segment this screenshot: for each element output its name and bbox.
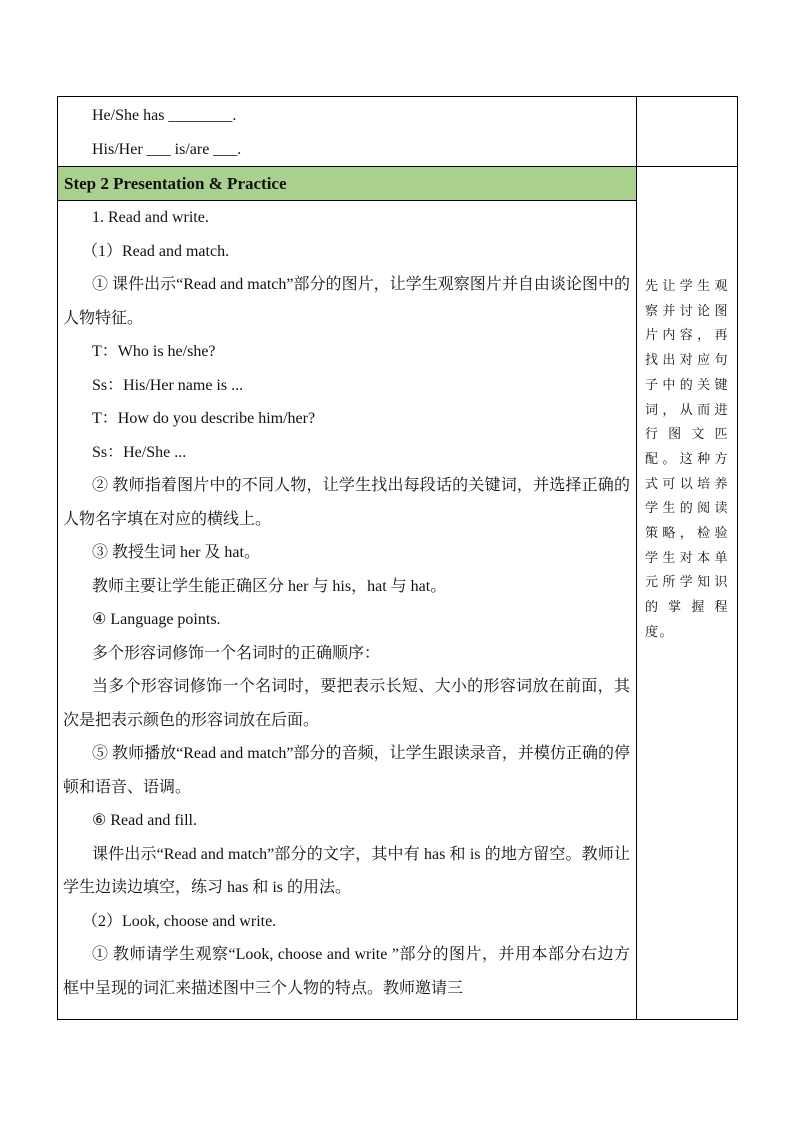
dialogue-line: Ss：He/She ... bbox=[92, 443, 187, 461]
table-row bbox=[58, 167, 738, 201]
table-row bbox=[58, 97, 738, 167]
step-title: Step 2 Presentation & Practice bbox=[64, 174, 287, 193]
paragraph: 教师主要让学生能正确区分 her 与 his，hat 与 hat。 bbox=[92, 577, 447, 595]
paragraph: ③ 教授生词 her 及 hat。 bbox=[92, 544, 260, 561]
lesson-plan-table bbox=[57, 96, 738, 1020]
paragraph: ① 教师请学生观察“Look, choose and write ”部分的图片，并用本部分右边方框中呈现的词汇来描述图中三个人物的特点。教师邀请三 bbox=[63, 946, 630, 997]
paragraph: 课件出示“Read and match”部分的文字，其中有 has 和 is 的地方留空。教师让学生边读边填空，练习 has 和 is 的用法。 bbox=[63, 845, 630, 896]
paragraph: ⑥ Read and fill. bbox=[92, 812, 197, 829]
dialogue-line: T：Who is he/she? bbox=[92, 343, 216, 360]
paragraph: ② 教师指着图片中的不同人物，让学生找出每段话的关键词，并选择正确的人物名字填在对应的横线上。 bbox=[63, 477, 630, 528]
sentence-frame-line: His/Her ___ is/are ___. bbox=[92, 140, 242, 158]
paragraph: ④ Language points. bbox=[92, 611, 221, 628]
step-header-cell bbox=[58, 167, 637, 201]
teaching-note-cell bbox=[637, 167, 738, 1020]
sentence-frame-line: He/She has ________. bbox=[92, 107, 237, 124]
subsection-heading: （1）Read and match. bbox=[82, 242, 230, 260]
procedure-cell bbox=[58, 201, 637, 1020]
table-row bbox=[58, 201, 738, 1020]
paragraph: 当多个形容词修饰一个名词时，要把表示长短、大小的形容词放在前面，其次是把表示颜色的形容词放在后面。 bbox=[63, 678, 630, 729]
paragraph: ⑤ 教师播放“Read and match”部分的音频，让学生跟读录音，并模仿正确的停顿和语音、语调。 bbox=[63, 745, 630, 796]
sentence-frame-cell bbox=[58, 97, 637, 167]
subsection-heading: （2）Look, choose and write. bbox=[82, 912, 277, 930]
paragraph: ① 课件出示“Read and match”部分的图片，让学生观察图片并自由谈论图中的人物特征。 bbox=[63, 276, 630, 327]
dialogue-line: T：How do you describe him/her? bbox=[92, 410, 316, 427]
teaching-note: 先让学生观察并讨论图片内容，再找出对应句子中的关键词，从而进行图文匹配。这种方式可以培养学生的阅读策略，检验学生对本单元所学知识的掌握程度。 bbox=[645, 279, 729, 640]
section-heading: 1. Read and write. bbox=[92, 209, 209, 226]
dialogue-line: Ss：His/Her name is ... bbox=[92, 376, 244, 394]
note-cell-empty bbox=[637, 97, 738, 167]
paragraph: 多个形容词修饰一个名词时的正确顺序： bbox=[92, 644, 381, 662]
